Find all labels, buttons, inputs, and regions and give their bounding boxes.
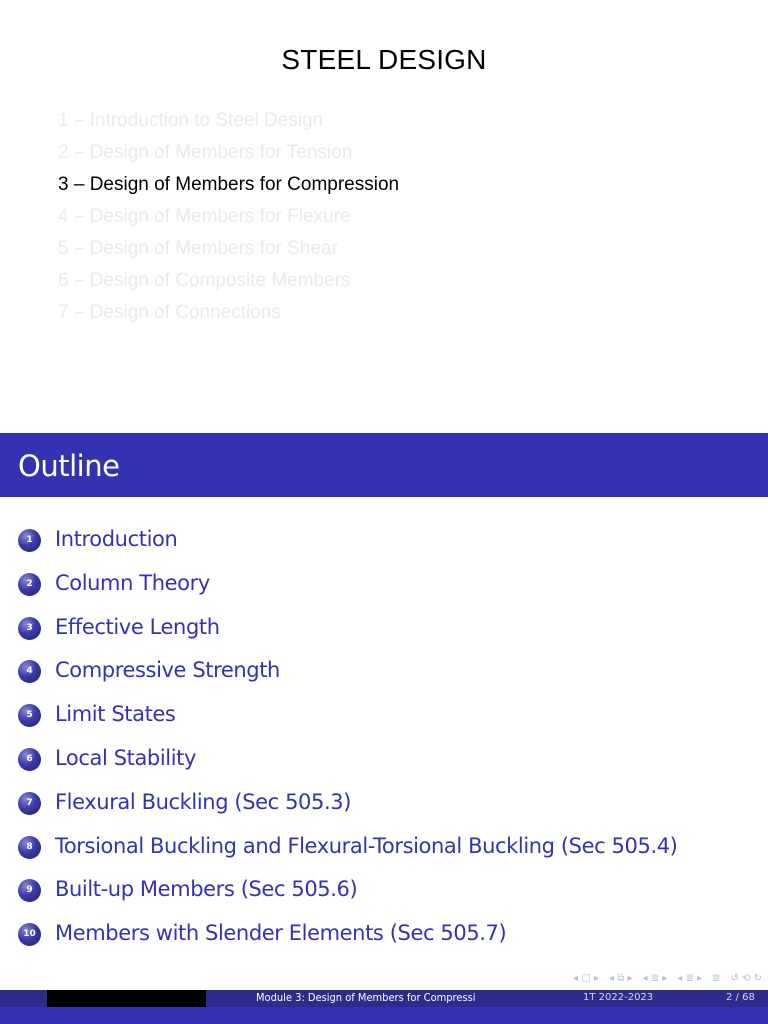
outline-item-label[interactable]: Flexural Buckling (Sec 505.3) bbox=[55, 789, 351, 814]
outline-item-label[interactable]: Members with Slender Elements (Sec 505.7) bbox=[55, 921, 507, 946]
outline-item-label[interactable]: Torsional Buckling and Flexural-Torsional Buckling (Sec 505.4) bbox=[55, 833, 678, 858]
section-number-ball: 10 bbox=[18, 923, 41, 946]
outline-item-label[interactable]: Effective Length bbox=[55, 614, 220, 639]
footline bbox=[0, 990, 768, 1024]
footer-author-box bbox=[47, 990, 206, 1007]
navigation-symbols bbox=[573, 973, 762, 984]
module-item-5[interactable]: 5 – Design of Members for Shear bbox=[58, 238, 338, 259]
footer-date: 1T 2022-2023 bbox=[583, 992, 654, 1003]
footline-bottom-band bbox=[0, 1007, 768, 1024]
section-number-ball: 9 bbox=[18, 879, 41, 902]
outline-item-label[interactable]: Local Stability bbox=[55, 745, 197, 770]
section-number-ball: 8 bbox=[18, 836, 41, 859]
module-item-2[interactable]: 2 – Design of Members for Tension bbox=[58, 142, 353, 163]
section-number-ball: 4 bbox=[18, 660, 41, 683]
footer-title: Module 3: Design of Members for Compressi bbox=[256, 991, 476, 1004]
module-item-1[interactable]: 1 – Introduction to Steel Design bbox=[58, 110, 324, 131]
section-number-ball: 1 bbox=[18, 529, 41, 552]
frame-nav-icon[interactable]: ◂ □ ▸ bbox=[573, 973, 599, 984]
section-nav-icon[interactable]: ◂ ≣ ▸ bbox=[642, 973, 668, 984]
section-number-ball: 2 bbox=[18, 573, 41, 596]
appendix-nav-icon[interactable]: ≣ bbox=[712, 973, 721, 984]
presentation-nav-icon[interactable]: ◂ ≣ ▸ bbox=[677, 973, 703, 984]
footer-page-number: 2 / 68 bbox=[726, 992, 755, 1003]
section-number-ball: 7 bbox=[18, 792, 41, 815]
slide bbox=[0, 433, 768, 1024]
subsection-nav-icon[interactable]: ◂ ⧉ ▸ bbox=[609, 973, 633, 984]
module-item-7[interactable]: 7 – Design of Connections bbox=[58, 302, 281, 323]
outline-item-label[interactable]: Limit States bbox=[55, 702, 176, 727]
frame-title-bar bbox=[0, 433, 768, 497]
module-item-4[interactable]: 4 – Design of Members for Flexure bbox=[58, 206, 351, 227]
outline-item-label[interactable]: Column Theory bbox=[55, 570, 210, 595]
section-number-ball: 5 bbox=[18, 704, 41, 727]
module-item-6[interactable]: 6 – Design of Composite Members bbox=[58, 270, 351, 291]
frame-title: Outline bbox=[18, 449, 120, 483]
module-list bbox=[58, 107, 399, 331]
search-back-forward-icon[interactable]: ↺ ⟲ ↻ bbox=[730, 973, 762, 984]
module-item-3[interactable]: 3 – Design of Members for Compression bbox=[58, 174, 400, 195]
outline-item-label[interactable]: Compressive Strength bbox=[55, 658, 280, 683]
section-number-ball: 6 bbox=[18, 748, 41, 771]
section-number-ball: 3 bbox=[18, 617, 41, 640]
course-title: STEEL DESIGN bbox=[281, 44, 487, 75]
outline-item-label[interactable]: Built-up Members (Sec 505.6) bbox=[55, 877, 358, 902]
outline-item-label[interactable]: Introduction bbox=[55, 527, 178, 551]
